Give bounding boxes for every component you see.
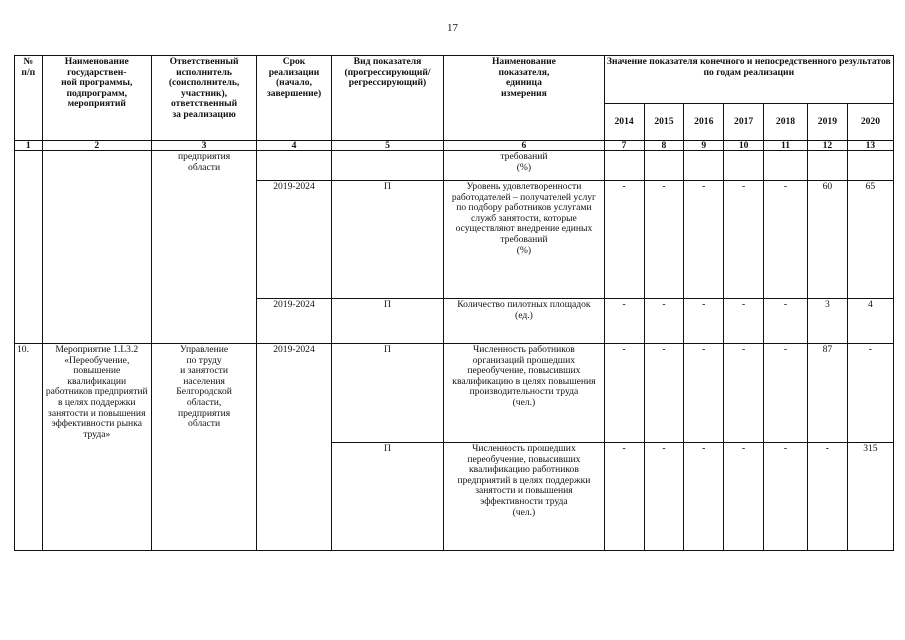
header-executor: Ответственный исполнитель (соисполнитель, участник), ответственный за реализацию [151, 56, 256, 141]
cell-value: 3 [807, 299, 847, 344]
header-year: 2018 [764, 104, 808, 141]
cell-value: 315 [847, 443, 893, 551]
cell-executor: предприятия области [151, 151, 256, 344]
cell-type: П [331, 443, 443, 551]
header-year: 2017 [724, 104, 764, 141]
cell-indicator: Численность прошедших переобучение, повысивших квалификацию работников предприятий в целях поддержки занятости и повышения эффективности труда (чел.) [444, 443, 604, 551]
cell-indicator: Количество пилотных площадок (ед.) [444, 299, 604, 344]
cell-value: - [724, 443, 764, 551]
column-number: 11 [764, 141, 808, 151]
cell-value: - [764, 299, 808, 344]
column-number: 6 [444, 141, 604, 151]
cell-value: 65 [847, 181, 893, 299]
cell-indicator: требований (%) [444, 151, 604, 181]
header-indicator: Наименование показателя, единица измерения [444, 56, 604, 141]
cell-type: П [331, 181, 443, 299]
cell-type: П [331, 299, 443, 344]
cell-value: - [604, 299, 644, 344]
column-number: 9 [684, 141, 724, 151]
cell-value: - [684, 344, 724, 443]
header-values-group: Значение показателя конечного и непосредственного результатов по годам реализации [604, 56, 893, 104]
cell-value: 87 [807, 344, 847, 443]
column-number: 8 [644, 141, 684, 151]
cell-indicator: Численность работников организаций прошедших переобучение, повысивших квалификацию в целях повышения производительности труда (чел.) [444, 344, 604, 443]
header-year: 2015 [644, 104, 684, 141]
cell-value: - [724, 344, 764, 443]
cell-value: - [807, 443, 847, 551]
header-year: 2020 [847, 104, 893, 141]
header-year: 2016 [684, 104, 724, 141]
cell-value: - [604, 181, 644, 299]
page-number: 17 [447, 22, 458, 34]
cell-value: - [644, 299, 684, 344]
cell-value: - [764, 344, 808, 443]
cell-value: - [604, 344, 644, 443]
cell-period [257, 151, 332, 181]
cell-type [331, 151, 443, 181]
cell-value: - [644, 443, 684, 551]
cell-value: - [684, 181, 724, 299]
cell-value: - [604, 443, 644, 551]
table-row [15, 151, 894, 181]
column-number: 3 [151, 141, 256, 151]
header-year: 2014 [604, 104, 644, 141]
cell-value: - [644, 181, 684, 299]
cell-name [42, 151, 151, 344]
cell-value: - [724, 299, 764, 344]
column-number: 4 [257, 141, 332, 151]
cell-no: 10. [15, 344, 43, 551]
cell-value: - [764, 181, 808, 299]
cell-type: П [331, 344, 443, 443]
cell-value: 60 [807, 181, 847, 299]
cell-period: 2019-2024 [257, 299, 332, 344]
column-number: 2 [42, 141, 151, 151]
column-number: 1 [15, 141, 43, 151]
column-number: 10 [724, 141, 764, 151]
cell-value: - [724, 181, 764, 299]
cell-value: - [644, 344, 684, 443]
cell-period: 2019-2024 [257, 344, 332, 551]
cell-value: 4 [847, 299, 893, 344]
cell-value: - [764, 443, 808, 551]
column-number: 13 [847, 141, 893, 151]
column-number: 7 [604, 141, 644, 151]
column-number: 12 [807, 141, 847, 151]
cell-executor: Управление по труду и занятости населения Белгородской области, предприятия области [151, 344, 256, 551]
header-period: Срок реализации (начало, завершение) [257, 56, 332, 141]
cell-period: 2019-2024 [257, 181, 332, 299]
table-row [15, 344, 894, 443]
header-year: 2019 [807, 104, 847, 141]
header-type: Вид показателя (прогрессирующий/ регрессирующий) [331, 56, 443, 141]
header-no: № п/п [15, 56, 43, 141]
cell-value: - [684, 443, 724, 551]
cell-value: - [847, 344, 893, 443]
cell-name: Мероприятие 1.L3.2 «Переобучение, повышение квалификации работников предприятий в целях поддержки занятости и повышения эффективности рынка труда» [42, 344, 151, 551]
column-number: 5 [331, 141, 443, 151]
cell-indicator: Уровень удовлетворенности работодателей – получателей услуг по подбору работников услугами служб занятости, которые осуществляют внедрение единых требований (%) [444, 181, 604, 299]
cell-no [15, 151, 43, 344]
indicators-table [14, 55, 894, 551]
header-name: Наименование государствен- ной программы, подпрограмм, мероприятий [42, 56, 151, 141]
cell-value: - [684, 299, 724, 344]
